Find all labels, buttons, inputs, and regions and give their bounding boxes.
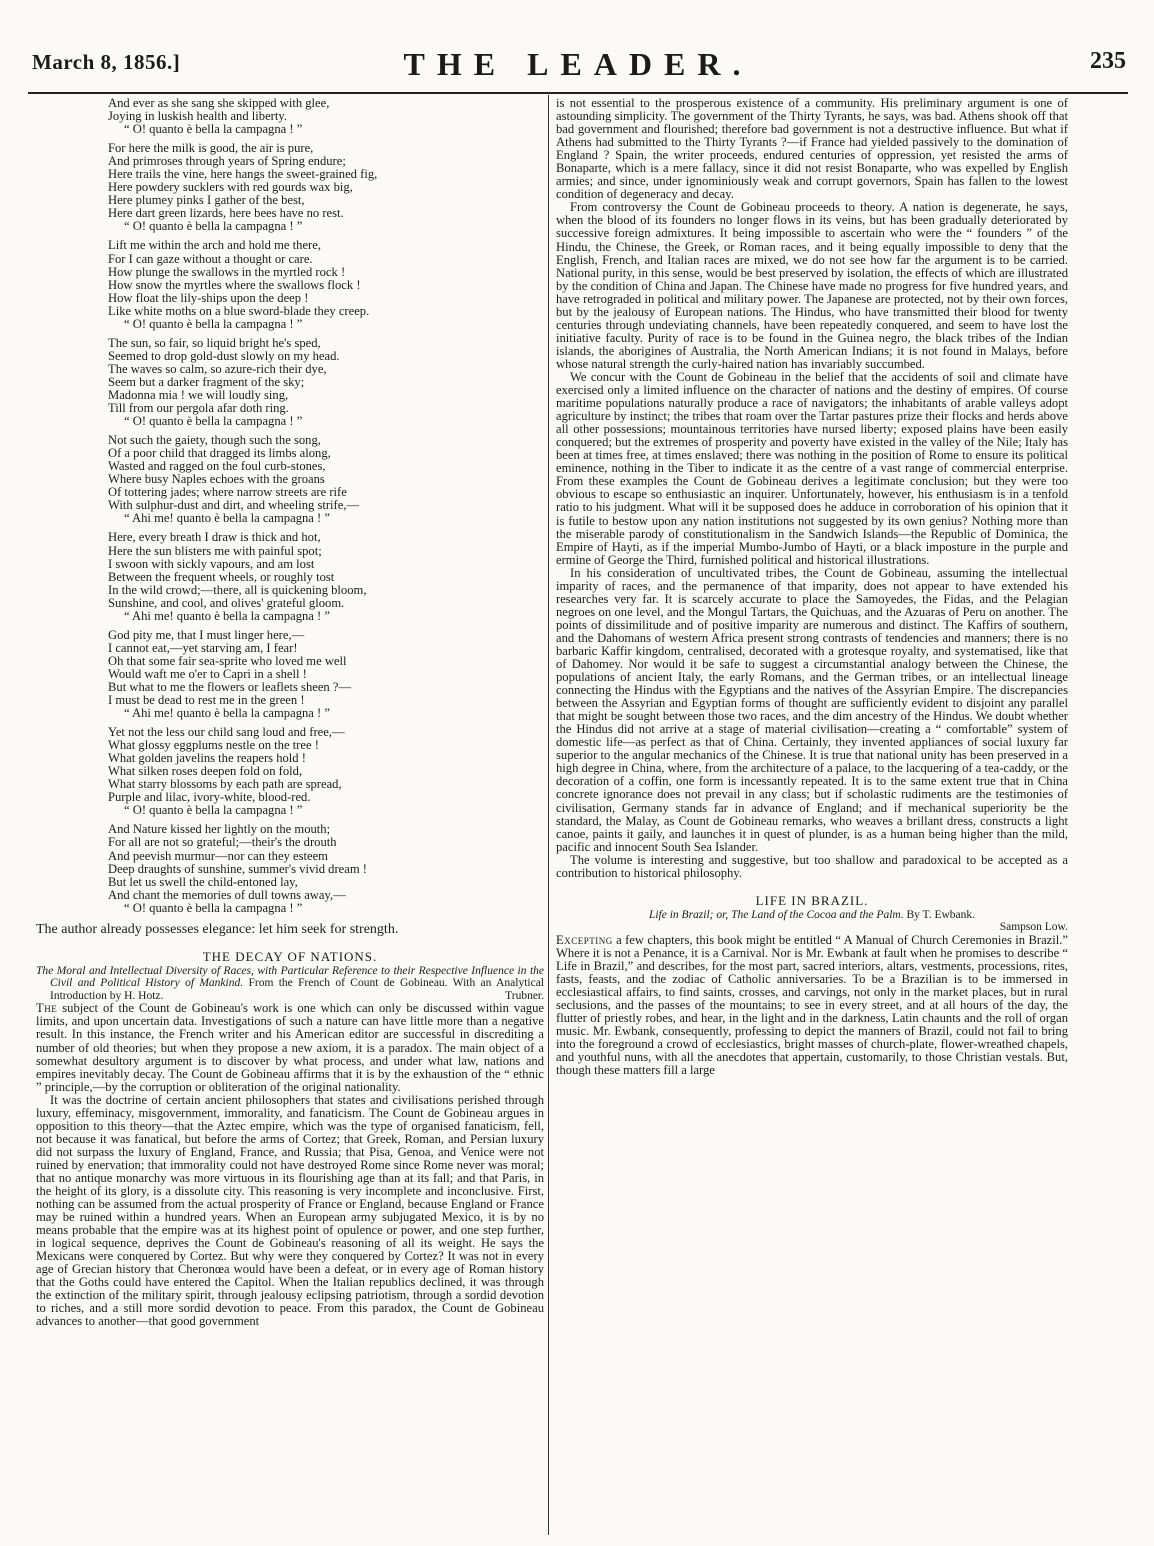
brazil-subtitle: Life in Brazil; or, The Land of the Cocoa and the Palm.: [648, 908, 904, 921]
poem-line: Purple and lilac, ivory-white, blood-red.: [108, 790, 311, 805]
decay-publisher: Trubner.: [505, 989, 544, 1002]
newspaper-title: THE LEADER.: [403, 46, 753, 82]
poem-refrain: “ O! quanto è bella la campagna ! ”: [124, 414, 303, 429]
brazil-author: By T. Ewbank.: [906, 908, 976, 921]
poem-stanza: [108, 531, 544, 622]
decay-subtitle: The Moral and Intellectual Diversity of Races, with Particular Reference to their Respective Influence in the Civil and Political History of Mankind.: [36, 964, 544, 990]
brazil-publisher: Sampson Low.: [999, 921, 1068, 934]
poem: [36, 97, 544, 915]
poem-line: Deep draughts of sunshine, summer's vivid dream !: [108, 861, 367, 876]
poem-line: And peevish murmur—nor can they esteem: [108, 848, 328, 863]
poem-stanza: [108, 239, 544, 330]
poem-stanza: [108, 434, 544, 525]
poem-refrain: “ Ahi me! quanto è bella la campagna ! ”: [124, 608, 330, 623]
poem-stanza: [108, 823, 544, 914]
poem-refrain: “ Ahi me! quanto è bella la campagna ! ”: [124, 511, 330, 526]
poem-line: Lift me within the arch and hold me there,: [108, 238, 321, 253]
poem-line: And chant the memories of dull towns away,—: [108, 887, 346, 902]
poem-line: Sunshine, and cool, and olives' grateful gloom.: [108, 595, 345, 610]
poem-refrain: “ Ahi me! quanto è bella la campagna ! ”: [124, 706, 330, 721]
poem-line: Here dart green lizards, here bees have no rest.: [108, 206, 344, 221]
poem-line: How snow the myrtles where the swallows flock !: [108, 277, 361, 292]
poem-line: The waves so calm, so azure-rich their dye,: [108, 361, 327, 376]
poem-line: But what to me the flowers or leaflets sheen ?—: [108, 679, 352, 694]
poem-refrain: “ O! quanto è bella la campagna ! ”: [124, 900, 303, 915]
poem-stanza: [108, 726, 544, 817]
poem-line: Madonna mia ! we will loudly sing,: [108, 387, 289, 402]
poem-line: And ever as she sang she skipped with glee,: [108, 97, 330, 110]
poem-line: And Nature kissed her lightly on the mouth;: [108, 822, 331, 837]
masthead: [28, 46, 1128, 94]
poem-line: Yet not the less our child sang loud and free,—: [108, 725, 345, 740]
brazil-paragraph: [556, 934, 1068, 1078]
poem-line: Like white moths on a blue sword-blade they creep.: [108, 303, 370, 318]
page-number: 235: [1090, 48, 1126, 74]
masthead-rule: [28, 92, 1128, 94]
decay-paragraph-1-text: subject of the Count de Gobineau's work is one which can only be discussed within vague limits, and upon uncertain data. Investigations of such a nature can have little more than a negative result. In this instance, the French writer and his American editor are successful in discrediting a number of old theories; but when they propose a new axiom, it is a paradox. The main object of a somewhat desultory argument is to discover by what process, and under what law, nations and empires inevitably decay. The Count de Gobineau affirms that it is by the exhaustion of the “ ethnic ” principle,—by the corruption or obliteration of the original nationality.: [36, 1001, 544, 1094]
issue-date: March 8, 1856.]: [32, 50, 181, 74]
brazil-lead-word: Excepting: [556, 932, 613, 947]
decay-paragraph-4: From controversy the Count de Gobineau proceeds to theory. A nation is degenerate, he says, when the blood of its founders no longer flows in its veins, but has been gradually deteriorated by successive foreign admixtures. It being impossible to ascertain who were the “ founders ” of the Hindu, the Chinese, the Greek, or Roman races, and it being equally impossible to deny that the English, French, and Italian races are mixed, we do not see how far the argument is to be carried. National purity, in this sense, would be best preserved by isolation, the effects of which are illustrated by the condition of China and Japan. The Chinese have made no progress for five hundred years, and have retrograded in political and military power. The Japanese are protected, not by their own forces, but by the jealousy of European nations. The Hindus, who have transmitted their blood for twenty centuries through undeviating channels, have been repeatedly conquered, and seem to have lost the initiative faculty. Purity of race is to be found in the Guinea negro, the black tribes of the Indian islands, the aborigines of Australia, the North American Indians; it is not found in Malays, before whose natural strength the curly-haired nation has invariably succumbed.: [556, 200, 1068, 371]
poem-line: Would waft me o'er to Capri in a shell !: [108, 666, 307, 681]
poem-line: What silken roses deepen fold on fold,: [108, 764, 303, 779]
poem-line: Here, every breath I draw is thick and hot,: [108, 530, 321, 545]
poem-line: I must be dead to rest me in the green !: [108, 693, 305, 708]
decay-paragraph-3: is not essential to the prosperous existence of a community. His preliminary argument is one of astounding simplicity. The government of the Thirty Tyrants, he says, was bad. Athens shook off that bad government and flourished; therefore bad government is not a destructive influence. But what if Athens had submitted to the Thirty Tyrants ?—if France had yielded passively to the domination of England ? Spain, the writer proceeds, endured centuries of oppression, yet resisted the arms of Bonaparte, which is a mere fallacy, since it did not resist Bonaparte, who was expelled by English armies; and since, under ignominiously weak and corrupt governors, Spain has fallen to the lowest condition of degeneracy and decay.: [556, 97, 1068, 202]
poem-refrain: “ O! quanto è bella la campagna ! ”: [124, 219, 303, 234]
poem-line: Between the frequent wheels, or roughly tost: [108, 569, 335, 584]
decay-source: From the French of Count de Gobineau. With an Analytical Introduction by H. Hotz.: [50, 977, 544, 1002]
poem-line: For here the milk is good, the air is pure,: [108, 141, 314, 156]
poem-refrain: “ O! quanto è bella la campagna ! ”: [124, 316, 303, 331]
poem-line: What glossy eggplums nestle on the tree !: [108, 738, 319, 753]
right-column: [556, 97, 1068, 1537]
brazil-section-title: LIFE IN BRAZIL.: [755, 892, 869, 908]
poem-line: God pity me, that I must linger here,—: [108, 627, 305, 642]
poem-stanza: [108, 142, 544, 233]
poem-line: What golden javelins the reapers hold !: [108, 751, 306, 766]
column-divider: [548, 95, 549, 1535]
poem-line: How float the lily-ships upon the deep !: [108, 290, 309, 305]
poem-refrain: “ O! quanto è bella la campagna ! ”: [124, 803, 303, 818]
poem-line: Where busy Naples echoes with the groans: [108, 472, 325, 487]
poem-review-closing: The author already possesses elegance: let him seek for strength.: [36, 921, 399, 937]
poem-stanza: [108, 337, 544, 428]
poem-line: Here the sun blisters me with painful spot;: [108, 543, 322, 558]
poem-line: In the wild crowd;—there, all is quickening bloom,: [108, 582, 367, 597]
poem-refrain: “ O! quanto è bella la campagna ! ”: [124, 122, 303, 137]
decay-paragraph-1: [36, 1002, 544, 1093]
decay-lead-word: The: [36, 1001, 58, 1016]
decay-paragraph-7: The volume is interesting and suggestive, but too shallow and paradoxical to be accepted as a contribution to historical philosophy.: [556, 852, 1068, 880]
decay-paragraph-2: It was the doctrine of certain ancient philosophers that states and civilisations perished through luxury, effeminacy, misgovernment, immorality, and fanaticism. The Count de Gobineau argues in opposition to this theory—that the Aztec empire, which was the type of organised fanaticism, fell, not because it was fanatical, but before the arms of Cortez; that Greek, Roman, and Persian luxury did not surpass the luxury of England, France, and Russia; that Pisa, Genoa, and Venice were not ruined by enervation; that immorality could not have destroyed Rome since Rome never was moral; that no antique monarchy was more virtuous in its flourishing age than at its fall; and that Paris, in the height of its glory, is a dissolute city. This reasoning is very incomplete and inconclusive. First, nothing can be assumed from the actual prosperity of France or England, because England or France may be ruined within a hundred years. When an European army subjugated Mexico, it is by no means probable that the empire was at its highest point of opulence or power, and one step further, in logical sequence, deprives the Count de Gobineau's reasoning of all its weight. He says the Mexicans were conquered by Cortez. But why were they conquered by Cortez? It was not in every age of Grecian history that Cheronœa would have been a defeat, or in every age of Roman history that the Goths could have entered the Capitol. When the Italian republics declined, it was through the extinction of the military spirit, through jealousy eclipsing patriotism, through a sordid devotion to riches, and a still more sordid devotion to peace. From this paradox, the Count de Gobineau advances to another—that good government: [36, 1092, 544, 1329]
brazil-paragraph-text: a few chapters, this book might be entitled “ A Manual of Church Ceremonies in Brazil.” Where it is not a Penance, it is a Carnival. Nor is Mr. Ewbank at fault when he promises to describe “ Life in Brazil,” and describes, for the most part, sacred interiors, altars, vestments, processions, rites, fasts, feasts, and the zodiac of Catholic anniversaries. To be a Brazilian is to be immersed in ecclesiastical affairs, to find saints, crosses, and carvings, not only in the market places, but in rural seclusions, and the passes of the mountains; to see in every street, and at all hours of the day, the flutter of priestly robes, and hear, in the light and in the darkness, Latin chaunts and the roll of organ music. Mr. Ewbank, consequently, professing to depict the manners of Brazil, could not fail to bring into the foreground a crowd of ecclesiastics, bright masses of church-plate, flower-wreathed chapels, and youthful nuns, with all the anecdotes that appertain, customarily, to those Christian vestals. But, though these matters fill a large: [556, 932, 1068, 1078]
poem-line: Here plumey pinks I gather of the best,: [108, 193, 305, 208]
poem-line: I cannot eat,—yet starving am, I fear!: [108, 640, 298, 655]
poem-line: How plunge the swallows in the myrtled rock !: [108, 264, 346, 279]
poem-line: What starry blossoms by each path are spread,: [108, 777, 342, 792]
poem-line: For I can gaze without a thought or care.: [108, 251, 313, 266]
decay-paragraph-5: We concur with the Count de Gobineau in the belief that the accidents of soil and climate have exercised only a limited influence on the character of nations and the destiny of empires. Of course maritime populations naturally produce a race of navigators; the inhabitants of arable valleys adopt agriculture by instinct; the tribes that roam over the Tartar pastures prize their flocks and herds above all other possessions; mountainous territories have nursed liberty; exposed plains have been easily conquered; but the extremes of prosperity and poverty have existed in the valley of the Nile; Italy has been at times free, at times enslaved; there was nothing in the position of Rome to ensure its political eminence, nothing in the Tiber to indicate it as the centre of a vast range of commercial enterprise. From these examples the Count de Gobineau derives a legitimate conclusion; but they were too obvious to escape so enthusiastic an inquirer. Unfortunately, however, his enthusiasm is in a tenfold ratio to his judgment. What will it be supposed does he adduce in corroboration of his opinion that it is futile to bestow upon any nation institutions not suggested by its own genius? Nothing more than the miserable parody of constitutionalism in the Sandwich Islands—the Republic of Dominica, the Empire of Hayti, as if the imperial Mumbo-Jumbo of Hayti, or a black imposture in the purple and ermine of George the Third, furnished political and historical illustrations.: [556, 369, 1068, 567]
poem-line: Seemed to drop gold-dust slowly on my head.: [108, 348, 340, 363]
poem-stanza: [108, 97, 544, 136]
poem-line: With sulphur-dust and dirt, and wheeling strife,—: [108, 498, 360, 513]
poem-line: The sun, so fair, so liquid bright he's sped,: [108, 335, 321, 350]
decay-book-title: [36, 965, 544, 1003]
poem-line: Till from our pergola afar doth ring.: [108, 401, 289, 416]
left-column: [36, 97, 544, 1537]
poem-line: Not such the gaiety, though such the song,: [108, 433, 321, 448]
poem-line: But let us swell the child-entoned lay,: [108, 874, 298, 889]
poem-line: I swoon with sickly vapours, and am lost: [108, 556, 315, 571]
poem-line: For all are not so grateful;—their's the drouth: [108, 835, 337, 850]
decay-section-title: THE DECAY OF NATIONS.: [202, 948, 378, 964]
poem-stanza: [108, 629, 544, 720]
decay-paragraph-6: In his consideration of uncultivated tribes, the Count de Gobineau, assuming the intellectual imparity of races, and the permanence of that imparity, does not appear to have extended his researches very far. It is scarcely accurate to place the Samoyedes, the Fidas, and the Pelagian negroes on one level, and the Mongul Tartars, the Quichuas, and the Azuaras of Peru on another. The points of dissimilitude and of positive imparity are numerous and distinct. The Kaffirs of southern, and the Dahomans of western Africa present strong contrasts of tendencies and manners; there is no barbaric Kaffir kingdom, centralised, decorated with a grotesque royalty, and systematised, like that of Dahomey. Nor would it be safe to suggest a circumstantial analogy between the Chinese, the populations of ancient Italy, the early Romans, and the German tribes, or an intellectual lineage connecting the Hindus with the Egyptians and the natives of the Assyrian Empire. The discrepancies between the Assyrian and Egyptian forms of thought are sufficiently evident to disjoint any parallel that might be sought between those two races, and the dim ancestry of the Hindus. We doubt whether the Hindus did not arrive at a stage of material civilisation—creating a “ comfortable” system of domestic life—as perfect as that of China. Certainly, they invented appliances of social luxury far superior to the angular mechanics of the Chinese. It is true that national unity has been preserved in a high degree in China, where, from the architecture of a palace, to the lacquering of a tea-caddy, or the decoration of a coffin, one form is incessantly repeated. It is to the same extent true that in China concrete ignorance does not prevail in any class; but if scholastic rudiments are the testimonies of civilisation, Germany stands far in advance of England; and if mechanical superiority be the standard, the Malay, as Count de Gobineau remarks, who weaves a brillant dress, constructs a light canoe, paints it gaily, and launches it in quest of plunder, is as a human being higher than the mild, pacific and innocent South Sea Islander.: [556, 565, 1068, 854]
poem-line: And primroses through years of Spring endure;: [108, 154, 346, 169]
poem-line: Joying in luskish health and liberty.: [108, 109, 287, 124]
poem-line: Of a poor child that dragged its limbs along,: [108, 446, 331, 461]
poem-line: Here powdery sucklers with red gourds wax big,: [108, 180, 353, 195]
poem-line: Of tottering jades; where narrow streets are rife: [108, 485, 347, 500]
poem-line: Wasted and ragged on the foul curb-stones,: [108, 459, 326, 474]
poem-line: Here trails the vine, here hangs the sweet-grained fig,: [108, 167, 378, 182]
brazil-book-title: [556, 909, 1068, 922]
poem-line: Oh that some fair sea-sprite who loved me well: [108, 653, 347, 668]
poem-line: Seem but a darker fragment of the sky;: [108, 374, 305, 389]
